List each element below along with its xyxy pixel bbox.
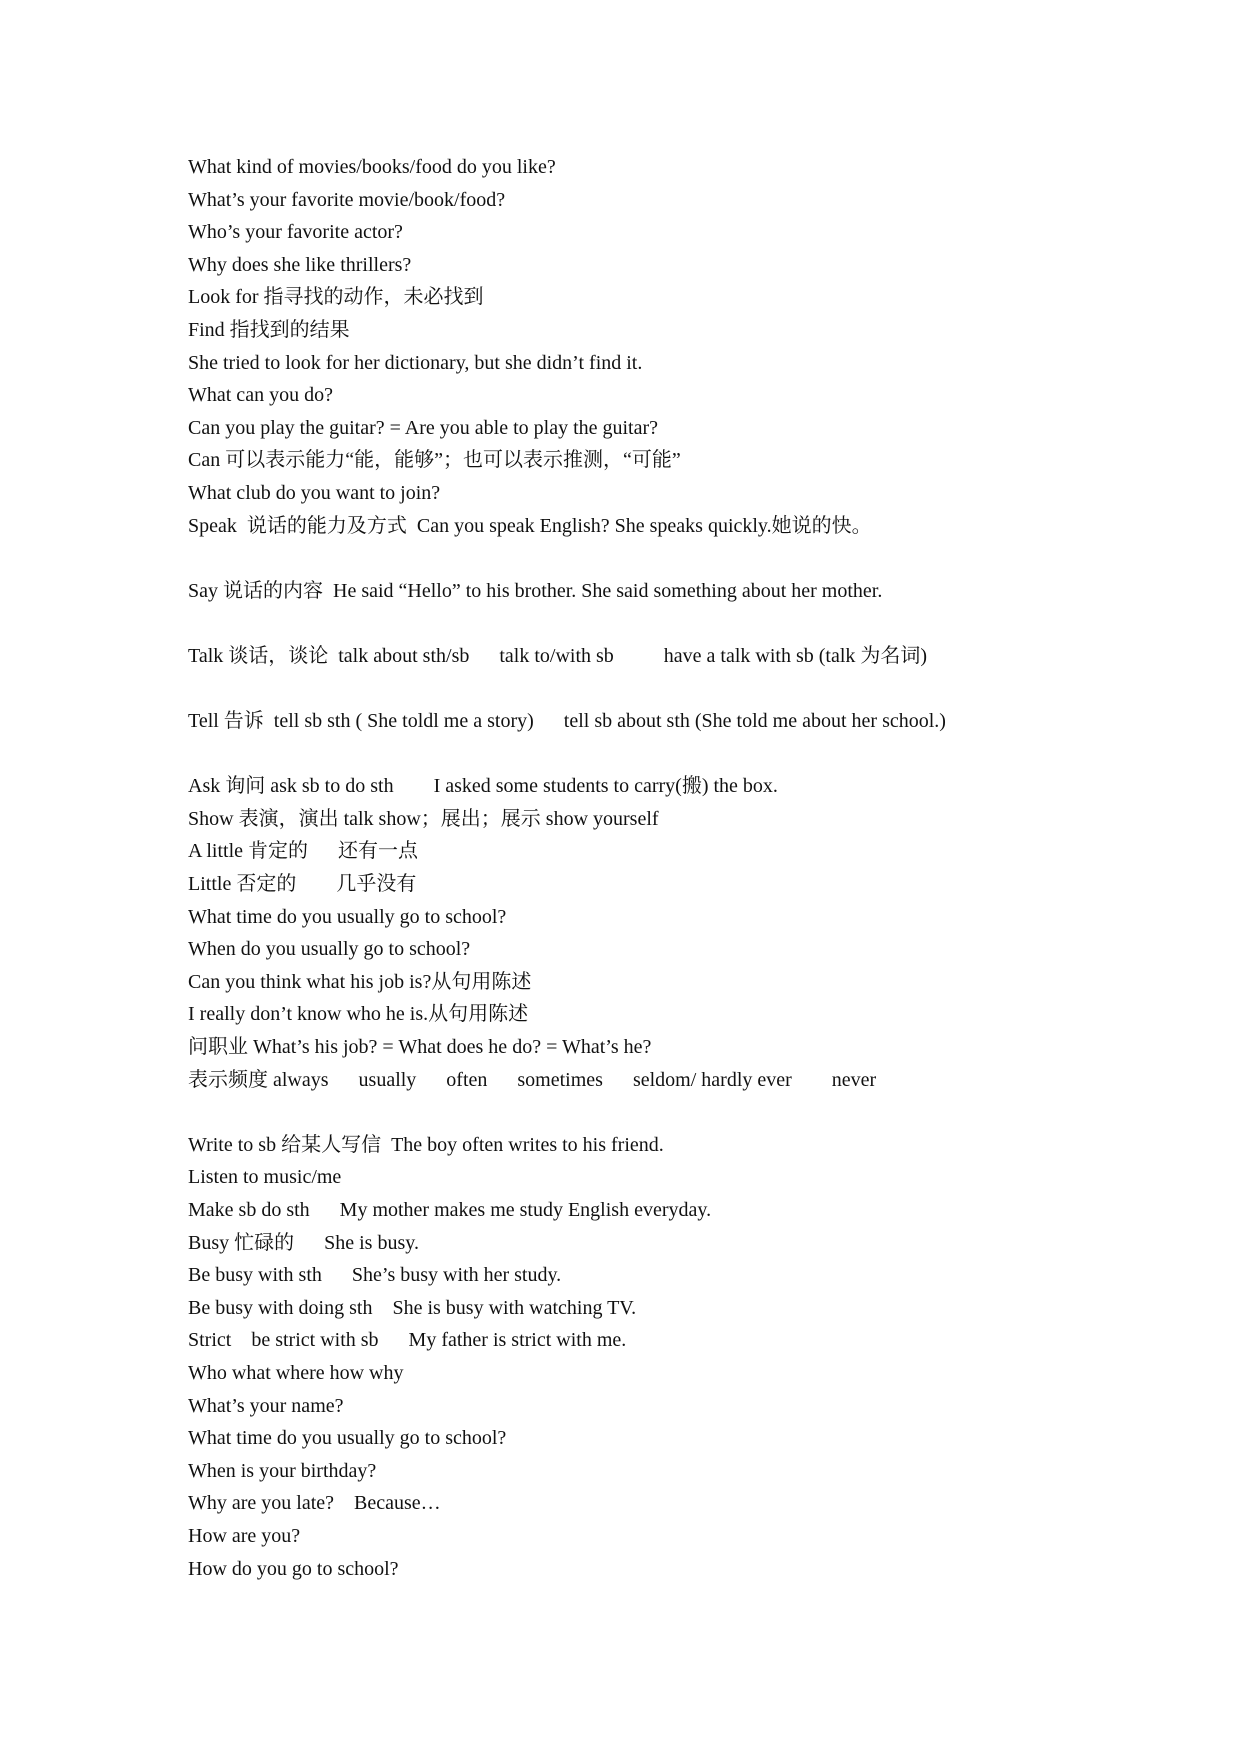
- text-line: What club do you want to join?: [188, 481, 441, 504]
- text-line: Busy 忙碌的 She is busy.: [188, 1231, 419, 1254]
- text-line: What’s your name?: [188, 1394, 344, 1417]
- text-line: Who what where how why: [188, 1361, 404, 1384]
- text-line: How do you go to school?: [188, 1557, 399, 1580]
- blank-line: [188, 673, 1088, 706]
- text-line: Make sb do sth My mother makes me study English everyday.: [188, 1199, 712, 1221]
- text-line: Show 表演，演出 talk show；展出；展示 show yourself: [188, 807, 659, 830]
- text-line: When is your birthday?: [188, 1459, 377, 1482]
- blank-line: [188, 1096, 1088, 1129]
- text-line: What time do you usually go to school?: [188, 905, 507, 928]
- text-line: Who’s your favorite actor?: [188, 221, 403, 244]
- text-line: Listen to music/me: [188, 1166, 342, 1189]
- text-line: Speak 说话的能力及方式 Can you speak English? She speaks quickly.她说的快。: [188, 514, 872, 537]
- text-line: 问职业 What’s his job? = What does he do? = What’s he?: [188, 1036, 652, 1059]
- text-line: Find 指找到的结果: [188, 318, 350, 341]
- text-line: 表示频度 always usually often sometimes seldom/ hardly ever never: [188, 1068, 877, 1091]
- text-line: Strict be strict with sb My father is strict with me.: [188, 1329, 627, 1352]
- text-line: What kind of movies/books/food do you like?: [188, 156, 556, 178]
- text-line: Can you think what his job is?从句用陈述: [188, 970, 532, 993]
- text-line: Why does she like thrillers?: [188, 253, 412, 276]
- text-line: Tell 告诉 tell sb sth ( She toldl me a story) tell sb about sth (She told me about her school.): [188, 710, 946, 733]
- text-line: Can you play the guitar? = Are you able to play the guitar?: [188, 416, 659, 439]
- text-line: She tried to look for her dictionary, but she didn’t find it.: [188, 351, 643, 374]
- text-line: Say 说话的内容 He said “Hello” to his brother. She said something about her mother.: [188, 579, 883, 602]
- text-line: Be busy with doing sth She is busy with watching TV.: [188, 1296, 637, 1319]
- text-line: Talk 谈话，谈论 talk about sth/sb talk to/with sb have a talk with sb (talk 为名词): [188, 644, 928, 667]
- text-line: When do you usually go to school?: [188, 938, 471, 961]
- text-line: I really don’t know who he is.从句用陈述: [188, 1003, 529, 1026]
- text-line: What time do you usually go to school?: [188, 1427, 507, 1450]
- text-line: Ask 询问 ask sb to do sth I asked some students to carry(搬) the box.: [188, 775, 778, 798]
- blank-line: [188, 607, 1088, 640]
- text-line: What’s your favorite movie/book/food?: [188, 188, 506, 211]
- text-line: Write to sb 给某人写信 The boy often writes to his friend.: [188, 1133, 664, 1156]
- text-line: How are you?: [188, 1524, 301, 1547]
- text-line: Look for 指寻找的动作，未必找到: [188, 286, 484, 309]
- text-line: Little 否定的 几乎没有: [188, 873, 417, 896]
- text-line: Why are you late? Because…: [188, 1492, 441, 1515]
- blank-line: [188, 542, 1088, 575]
- text-line: What can you do?: [188, 384, 333, 407]
- notes-body: [188, 151, 1088, 1585]
- blank-line: [188, 738, 1088, 771]
- text-line: Be busy with sth She’s busy with her study.: [188, 1264, 562, 1287]
- text-line: A little 肯定的 还有一点: [188, 840, 418, 863]
- text-line: Can 可以表示能力“能，能够”；也可以表示推测，“可能”: [188, 449, 681, 472]
